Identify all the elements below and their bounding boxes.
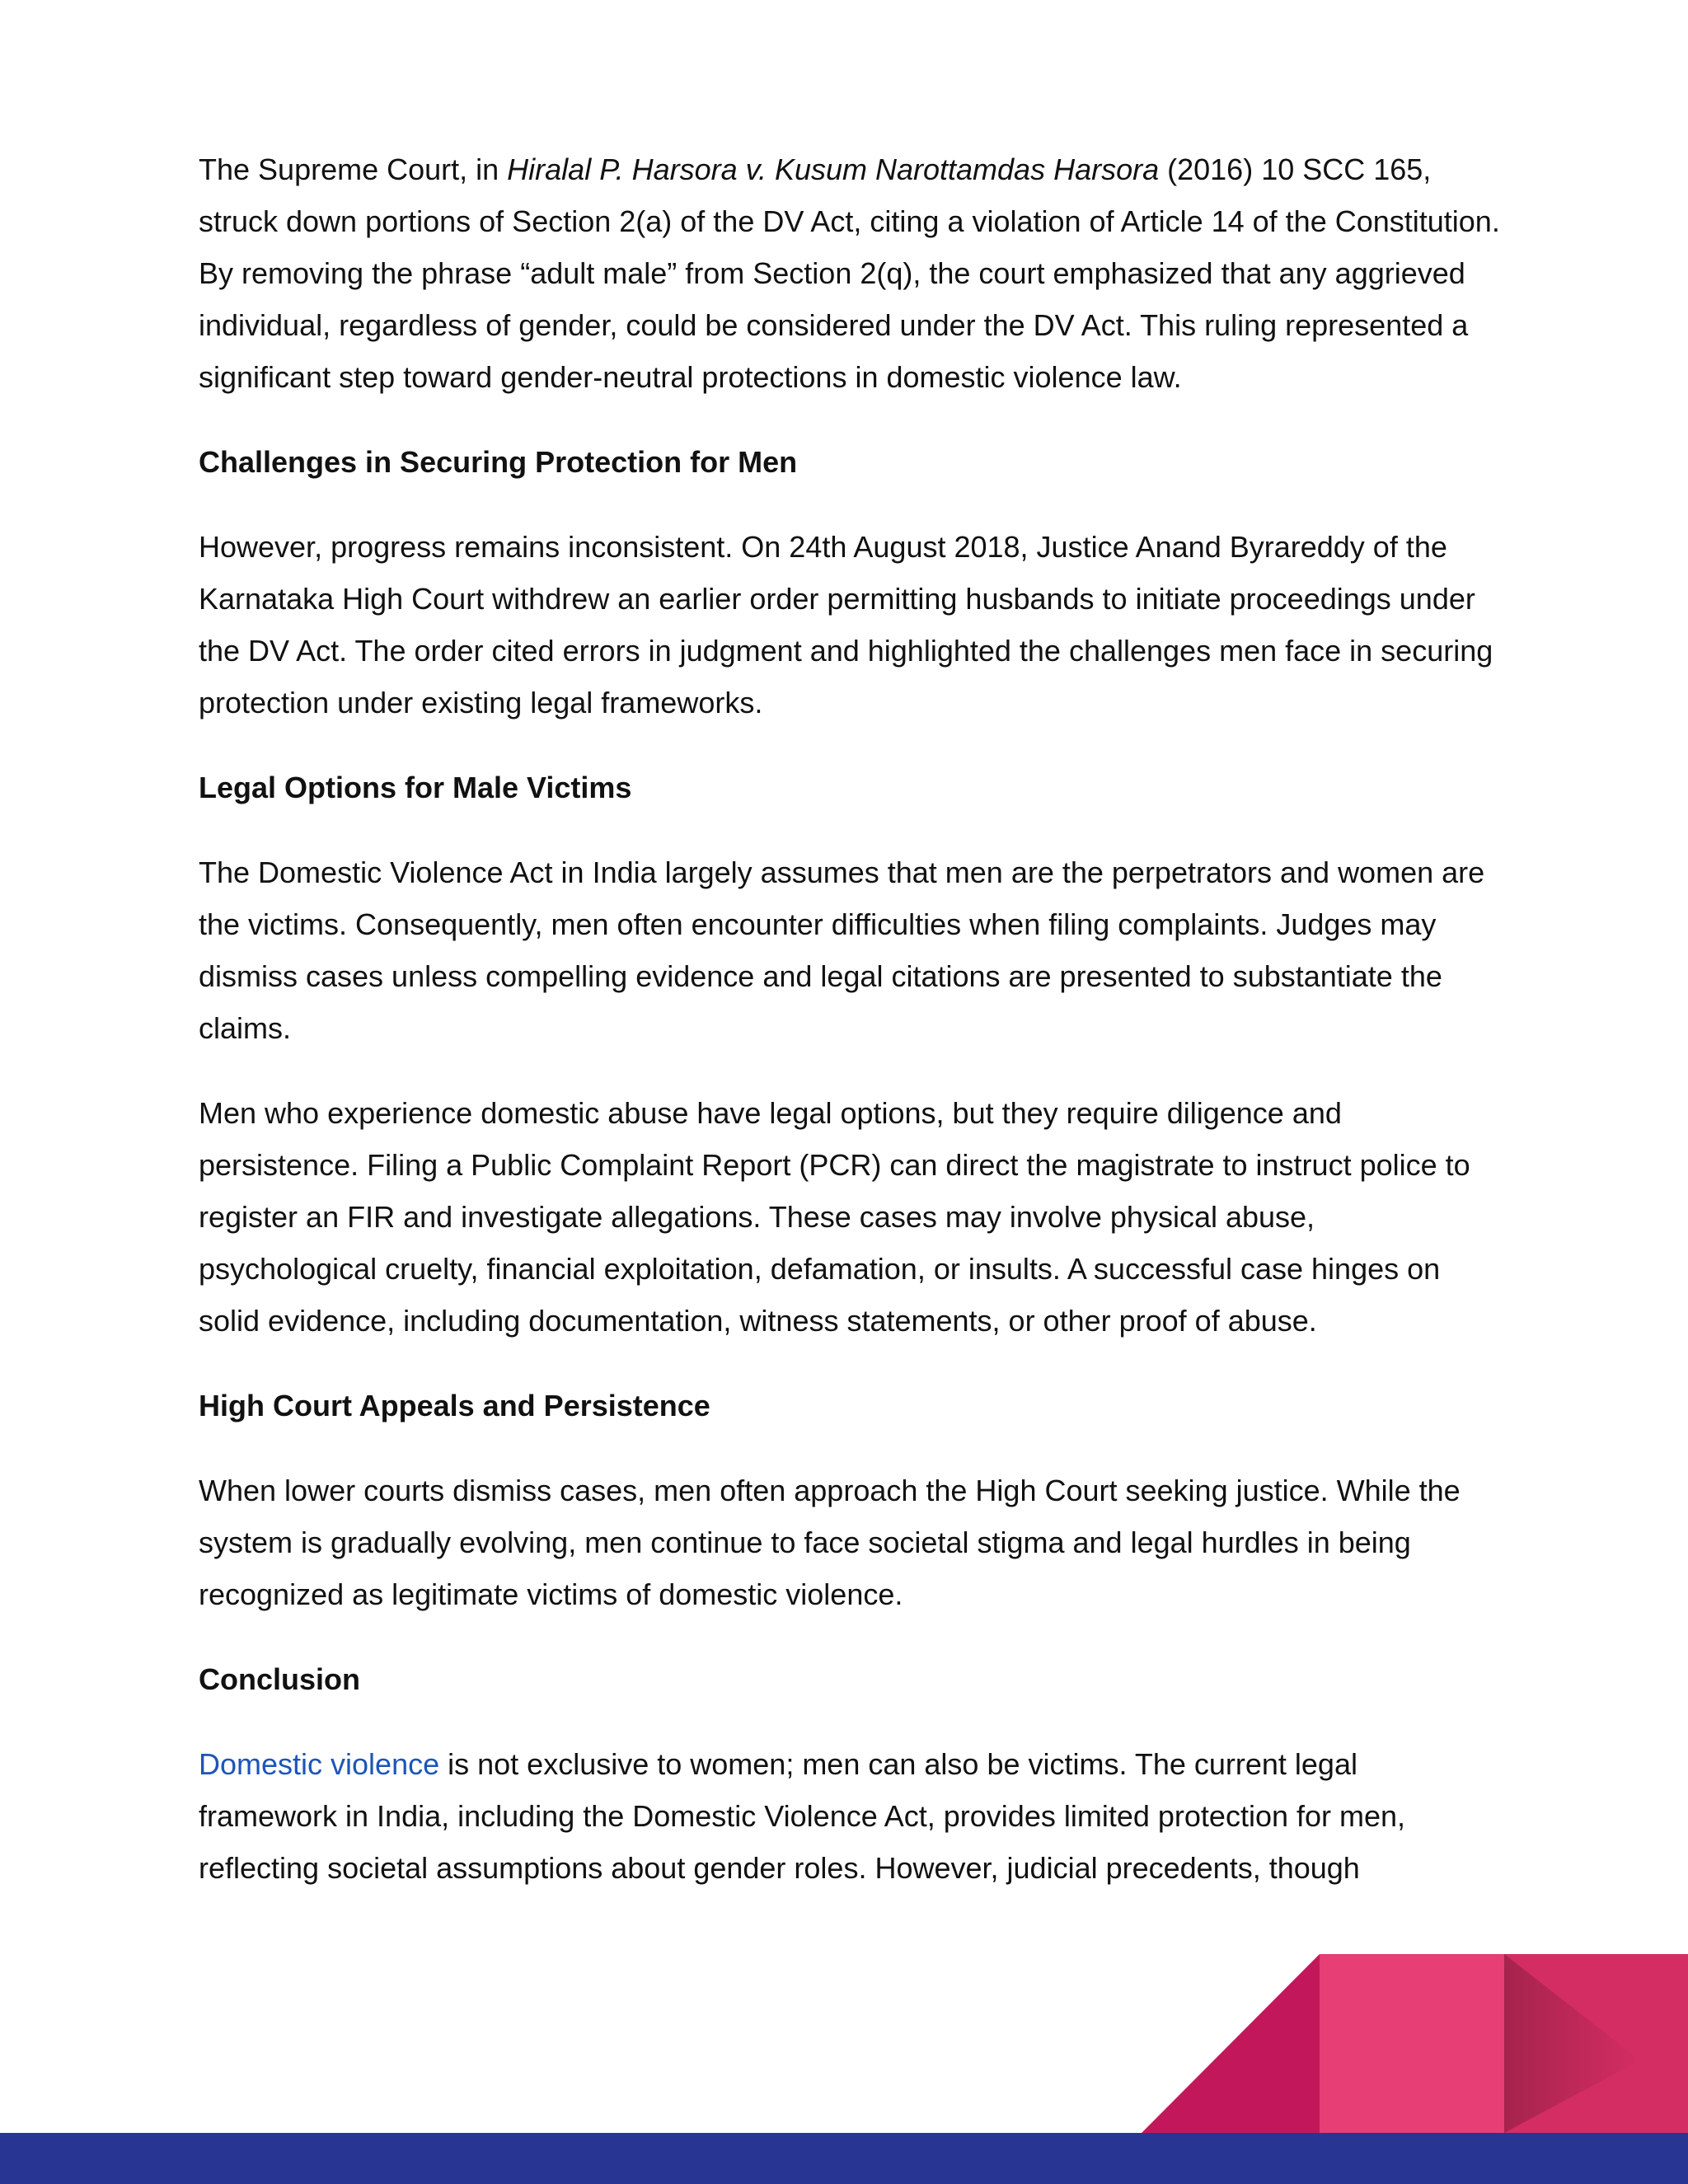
text-run: However, progress remains inconsistent. On 24th August 2018, Justice Anand Byrareddy of the Karnataka High Court withdrew an earlier order permitting husbands to initiate proceedings under the DV Act. The order cited errors in judgment and highlighted the challenges men face in securing protection under existing legal frameworks. — [199, 530, 1493, 719]
italic-case-citation: Hiralal P. Harsora v. Kusum Narottamdas Harsora — [507, 152, 1160, 186]
text-run: Men who experience domestic abuse have legal options, but they require diligence and persistence. Filing a Public Complaint Report (PCR) can direct the magistrate to instruct police to register an FIR and investigate allegations. These cases may involve physical abuse, psychological cruelty, financial exploitation, defamation, or insults. A successful case hinges on solid evidence, including documentation, witness statements, or other proof of abuse. — [199, 1096, 1470, 1338]
inline-link[interactable]: Domestic violence — [199, 1747, 440, 1781]
text-run: Challenges in Securing Protection for Men — [199, 445, 798, 479]
paragraph — [199, 143, 1501, 403]
section-heading — [199, 436, 1501, 488]
footer-accent-fold-shadow — [1504, 1954, 1640, 2133]
paragraph — [199, 521, 1501, 729]
paragraph — [199, 1738, 1501, 1894]
section-heading — [199, 1653, 1501, 1705]
text-run: Legal Options for Male Victims — [199, 771, 632, 804]
text-run: The Supreme Court, in — [199, 152, 508, 186]
footer-accent-block — [1320, 1954, 1504, 2133]
paragraph — [199, 1087, 1501, 1347]
text-run: High Court Appeals and Persistence — [199, 1389, 710, 1422]
section-heading — [199, 762, 1501, 813]
text-run: The Domestic Violence Act in India largely assumes that men are the perpetrators and women are the victims. Consequently, men often encounter difficulties when filing complaints. Judges may dismiss cases unless compelling evidence and legal citations are presented to substantiate the claims. — [199, 855, 1485, 1045]
paragraph — [199, 1465, 1501, 1620]
paragraph — [199, 846, 1501, 1054]
text-run: is not exclusive to women; men can also be victims. The current legal framework in India, including the Domestic Violence Act, provides limited protection for men, reflecting societal assumptions about gender roles. However, judicial precedents, though — [199, 1747, 1406, 1885]
footer-bar — [0, 2133, 1688, 2184]
text-run: When lower courts dismiss cases, men often approach the High Court seeking justice. While the system is gradually evolving, men continue to face societal stigma and legal hurdles in being recognized as legitimate victims of domestic violence. — [199, 1474, 1461, 1611]
section-heading — [199, 1380, 1501, 1432]
document-body — [199, 143, 1501, 1927]
footer-accent-triangle — [1142, 1954, 1320, 2133]
footer-accent-right-block — [1504, 1954, 1688, 2133]
text-run: (2016) 10 SCC 165, struck down portions of Section 2(a) of the DV Act, citing a violation of Article 14 of the Constitution. By removing the phrase “adult male” from Section 2(q), the court emphasized that any aggrieved individual, regardless of gender, could be considered under the DV Act. This ruling represented a significant step toward gender-neutral protections in domestic violence law. — [199, 152, 1500, 394]
text-run: Conclusion — [199, 1662, 360, 1696]
